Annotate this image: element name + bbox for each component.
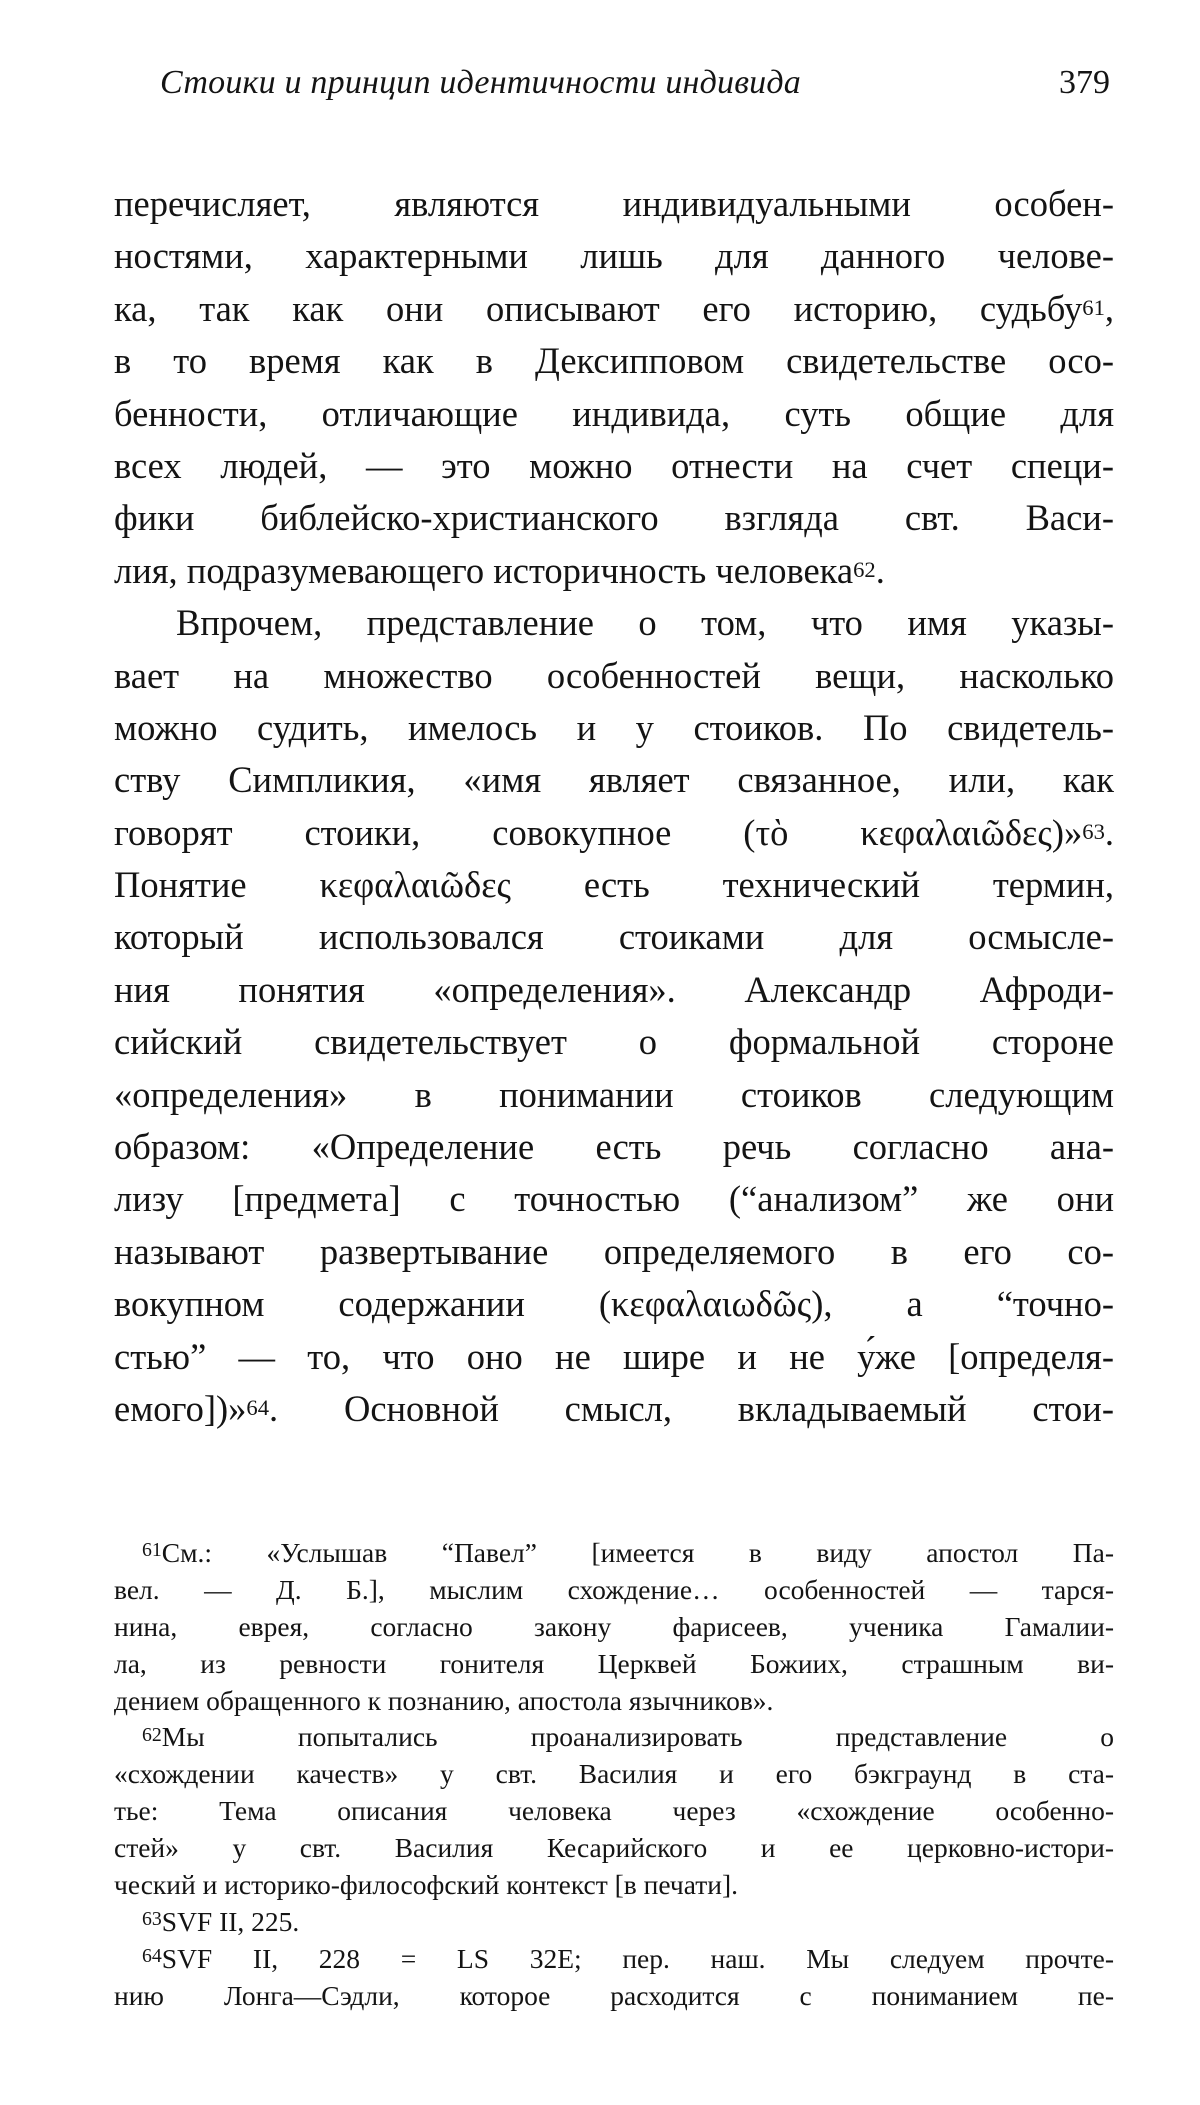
body-line: ния понятия «определения». Александр Афроди- (114, 968, 1114, 1010)
footnote-line: стей» у свт. Василия Кесарийского и ее церковно-истори- (114, 1832, 1114, 1864)
body-line: всех людей, — это можно отнести на счет специ- (114, 444, 1114, 486)
body-line: «определения» в понимании стоиков следующим (114, 1073, 1114, 1115)
body-line: лия, подразумевающего историчность человека$^{62}$. (114, 549, 885, 591)
footnote-63: $^{63}$SVF II, 225. (142, 1905, 300, 1937)
body-line: стью” — то, что оно не шире и не у́же [определя- (114, 1335, 1114, 1377)
page-number: 379 (1059, 64, 1110, 101)
body-line: ностями, характерными лишь для данного челове- (114, 235, 1114, 277)
body-line: в то время как в Дексипповом свидетельстве осо- (114, 340, 1114, 382)
body-line: Понятие κεφαλαιῶδες есть технический термин, (114, 864, 1114, 906)
footnote-number: 62 (142, 1723, 162, 1746)
body-line: перечисляет, являются индивидуальными особен- (114, 183, 1114, 224)
body-line: сийский свидетельствует о формальной стороне (114, 1021, 1114, 1063)
body-line: вокупном содержании (κεφαλαιωδῶς), а “точно- (114, 1283, 1114, 1325)
footnote-61: $^{61}$См.: «Услышав “Павел” [имеется в виду апостол Па- (142, 1537, 1114, 1568)
footnote-line: тье: Тема описания человека через «схождение особенно- (114, 1795, 1114, 1827)
body-line: вает на множество особенностей вещи, насколько (114, 654, 1114, 696)
footnote-ref-64[interactable]: 64 (246, 1395, 270, 1421)
footnote-line: ла, из ревности гонителя Церквей Божиих, страшным ви- (114, 1647, 1114, 1679)
footnote-number: 61 (142, 1539, 162, 1562)
footnote-line: вел. — Д. Б.], мыслим схождение… особенностей — тарся- (114, 1573, 1114, 1605)
footnote-ref-63[interactable]: 63 (1082, 819, 1105, 845)
body-line: можно судить, имелось и у стоиков. По свидетель- (114, 706, 1114, 748)
body-line: который использовался стоиками для осмысле- (114, 916, 1114, 958)
footnote-ref-62[interactable]: 62 (853, 557, 876, 583)
footnotes (114, 1535, 1114, 2015)
body-line: Впрочем, представление о том, что имя указы- (176, 602, 1114, 644)
body-line: называют развертывание определяемого в его со- (114, 1230, 1114, 1272)
footnote-line: дением обращенного к познанию, апостола язычников». (114, 1684, 774, 1716)
body-line: говорят стоики, совокупное (τὸ κεφαλαιῶδες)»$^{63}$. (114, 811, 1114, 853)
footnote-line: нина, еврея, согласно закону фарисеев, ученика Гамалии- (114, 1610, 1114, 1642)
body-line: емого])»$^{64}$. Основной смысл, вкладываемый стои- (114, 1387, 1114, 1429)
body-line: бенности, отличающие индивида, суть общие для (114, 392, 1114, 434)
footnote-line: нию Лонга—Сэдли, которое расходится с пониманием пе- (114, 1979, 1114, 2011)
running-title: Стоики и принцип идентичности индивида (160, 64, 801, 101)
running-header (150, 64, 1110, 114)
body-line: ству Симпликия, «имя являет связанное, или, как (114, 759, 1114, 801)
footnote-62: $^{62}$Мы попытались проанализировать представление о (142, 1721, 1114, 1753)
body-line: ка, так как они описывают его историю, судьбу$^{61}$, (114, 287, 1114, 329)
footnote-number: 64 (142, 1944, 162, 1967)
footnote-line: «схождении качеств» у свт. Василия и его бэкграунд в ста- (114, 1758, 1114, 1790)
footnote-number: 63 (142, 1907, 162, 1930)
body-line: образом: «Определение есть речь согласно ана- (114, 1126, 1114, 1168)
body-text (114, 178, 1114, 1435)
body-line: фики библейско-христианского взгляда свт. Васи- (114, 497, 1114, 539)
footnote-line: ческий и историко-философский контекст [в печати]. (114, 1869, 738, 1901)
footnote-64: $^{64}$SVF II, 228 = LS 32E; пер. наш. Мы следуем прочте- (142, 1942, 1114, 1974)
body-line: лизу [предмета] с точностью (“анализом” же они (114, 1178, 1114, 1220)
footnote-ref-61[interactable]: 61 (1082, 295, 1105, 321)
